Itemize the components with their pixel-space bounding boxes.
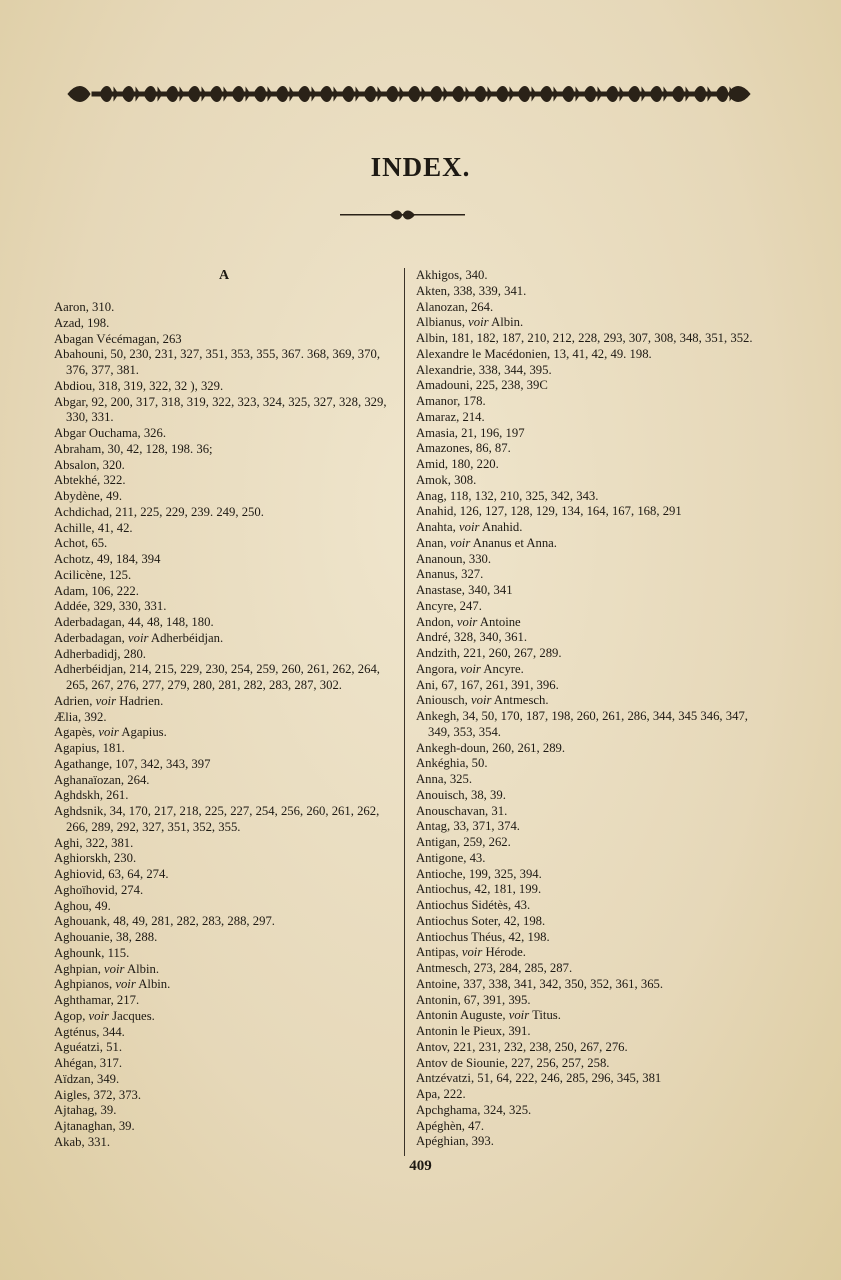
index-entry [416,315,758,331]
entry-text: Aniousch, [416,693,471,708]
index-entry [416,615,758,631]
index-entry [54,1103,399,1119]
entry-text: Antigan, 259, 262. [416,835,511,849]
index-entry [416,945,758,961]
entry-text: Andzith, 221, 260, 267, 289. [416,646,562,660]
entry-voir: voir [104,961,125,976]
index-entry [54,757,399,773]
entry-text: Anouisch, 38, 39. [416,787,506,802]
entry-text: Abraham, 30, 42, 128, 198. 36; [54,441,213,456]
index-entry [416,756,758,772]
entry-voir: voir [127,630,149,645]
entry-text: Ajtanaghan, 39. [54,1119,135,1133]
page-number: 409 [409,1158,432,1174]
entry-reference: Albin. [124,961,160,976]
index-entry [54,883,399,899]
entry-text: Aghounk, 115. [54,945,130,960]
index-entry [416,819,758,835]
entry-text: Agténus, 344. [54,1024,125,1039]
entry-text: Antipas, [416,945,462,960]
entry-text: Acilicène, 125. [54,567,132,582]
entry-text: Akab, 331. [54,1134,111,1149]
entry-text: Andon, [416,614,457,629]
index-entry [54,568,399,584]
entry-text: Ankegh, 34, 50, 170, 187, 198, 260, 261, 286, 344, 345 346, 347, 349, 353, 354. [416,709,748,739]
index-entry [416,1087,758,1103]
entry-text: Ajtahag, 39. [54,1103,117,1118]
entry-text: Anan, [416,535,450,550]
index-entry [416,772,758,788]
entry-text: Amaraz, 214. [416,409,485,424]
entry-voir: voir [461,945,483,960]
index-entry [54,615,399,631]
entry-text: Apchghama, 324, 325. [416,1102,532,1117]
entry-reference: Jacques. [109,1008,155,1023]
index-entry [416,394,758,410]
entry-text: Akhigos, 340. [416,268,488,282]
entry-text: Amanor, 178. [416,394,486,408]
index-entry [54,788,399,804]
ornamental-rule-icon [340,208,465,222]
page-title: INDEX. [370,152,471,182]
index-entry [54,442,399,458]
entry-text: Abagan Vécémagan, 263 [54,331,182,346]
index-entry [416,441,758,457]
entry-text: Aderbadagan, 44, 48, 148, 180. [54,615,214,629]
index-entry [54,1119,399,1135]
entry-reference: Hérode. [482,945,526,960]
index-entry [416,1008,758,1024]
index-entry [416,599,758,615]
entry-text: Ananoun, 330. [416,551,492,566]
entry-reference: Ancyre. [480,661,524,676]
index-entry [416,914,758,930]
entry-text: Aghdskh, 261. [54,788,129,803]
entry-reference: Albin. [488,315,524,330]
index-entry [416,898,758,914]
entry-voir: voir [460,661,481,676]
entry-reference: Antoine [477,614,521,629]
index-entry [54,332,399,348]
index-entry [416,867,758,883]
index-entry [54,300,399,316]
entry-text: Alexandre le Macédonien, 13, 41, 42, 49. 198. [416,346,652,361]
entry-text: Aghoïhovid, 274. [54,882,144,897]
index-entry [416,284,758,300]
entry-reference: Anahid. [479,520,523,534]
index-entry [416,1024,758,1040]
index-entry [54,489,399,505]
entry-text: Alanozan, 264. [416,299,494,314]
index-entry [54,977,399,993]
index-entry [416,504,758,520]
entry-voir: voir [456,614,478,629]
entry-voir: voir [468,315,489,330]
index-entry [54,836,399,852]
entry-text: Achdichad, 211, 225, 229, 239. 249, 250. [54,504,264,519]
index-entry [54,851,399,867]
index-entry [54,473,399,489]
index-entry [416,646,758,662]
entry-reference: Antmesch. [491,693,549,708]
index-entry [416,788,758,804]
index-entry [416,268,758,284]
entry-text: Amok, 308. [416,472,477,487]
entry-text: Antoine, 337, 338, 341, 342, 350, 352, 361, 365. [416,976,664,991]
column-divider [404,268,405,1156]
entry-text: Aigles, 372, 373. [54,1087,142,1102]
index-entry [416,851,758,867]
entry-text: Aghiovid, 63, 64, 274. [54,867,169,881]
index-entry [54,804,399,836]
entry-text: Achot, 65. [54,536,108,551]
entry-reference: Albin. [135,977,171,992]
entry-text: Aghanaïozan, 264. [54,772,150,787]
index-entry [416,410,758,426]
entry-text: Antov, 221, 231, 232, 238, 250, 267, 276. [416,1039,628,1054]
index-entry [54,395,399,427]
entry-text: Ananus, 327. [416,567,484,582]
entry-text: Achotz, 49, 184, 394 [54,552,161,566]
index-entry [54,458,399,474]
entry-text: Antmesch, 273, 284, 285, 287. [416,961,573,975]
index-entry [416,977,758,993]
index-entry [54,584,399,600]
entry-text: Aghou, 49. [54,898,111,913]
entry-text: Amazones, 86, 87. [416,441,511,456]
index-entry [54,536,399,552]
entry-text: Aghi, 322, 381. [54,835,134,850]
entry-text: Apéghian, 393. [416,1134,494,1149]
index-entry [54,1056,399,1072]
entry-text: Ancyre, 247. [416,598,482,613]
index-entry [416,457,758,473]
index-entry [416,536,758,552]
index-entry [416,1056,758,1072]
entry-voir: voir [98,725,119,740]
index-column-right [416,268,758,1150]
entry-text: Aghouank, 48, 49, 281, 282, 283, 288, 297. [54,914,275,929]
entry-text: Anastase, 340, 341 [416,583,513,597]
index-entry [416,1040,758,1056]
entry-text: Anahid, 126, 127, 128, 129, 134, 164, 167, 168, 291 [416,504,682,519]
entry-text: Aghpian, [54,961,105,976]
entry-text: Abgar Ouchama, 326. [54,426,167,440]
index-entry [416,1103,758,1119]
entry-text: Aghiorskh, 230. [54,851,137,866]
index-entry [54,867,399,883]
entry-text: Albianus, [416,315,469,330]
entry-text: Achille, 41, 42. [54,520,133,535]
index-entry [416,678,758,694]
entry-text: Antonin, 67, 391, 395. [416,992,531,1007]
index-entry [416,961,758,977]
index-entry [54,631,399,647]
index-entry [416,347,758,363]
index-entry [416,520,758,536]
index-entry [54,962,399,978]
entry-text: Ælia, 392. [54,709,107,724]
index-entry [54,316,399,332]
entry-text: Agathange, 107, 342, 343, 397 [54,756,211,771]
entry-text: Antonin Auguste, [416,1008,509,1023]
entry-text: Agop, [54,1008,89,1023]
entry-text: Abahouni, 50, 230, 231, 327, 351, 353, 355, 367. 368, 369, 370, 376, 377, 381. [54,347,380,377]
entry-text: Apa, 222. [416,1087,466,1101]
entry-text: Abydène, 49. [54,489,123,503]
index-entry [416,567,758,583]
entry-text: Abgar, 92, 200, 317, 318, 319, 322, 323, 324, 325, 327, 328, 329, 330, 331. [54,394,387,425]
entry-text: Aderbadagan, [54,630,128,645]
entry-text: Ani, 67, 167, 261, 391, 396. [416,677,559,692]
entry-text: Antioche, 199, 325, 394. [416,866,542,881]
index-entry [54,1040,399,1056]
entry-text: Aghouanie, 38, 288. [54,930,158,944]
entry-voir: voir [470,693,492,708]
index-entry [416,378,758,394]
entry-text: Azad, 198. [54,315,110,330]
index-entry [54,426,399,442]
entry-text: Addée, 329, 330, 331. [54,599,167,614]
entry-text: Antiochus Sidétès, 43. [416,898,531,912]
index-entry [54,1009,399,1025]
index-entry [54,914,399,930]
entry-text: Antiochus Théus, 42, 198. [416,929,550,944]
entry-text: Aïdzan, 349. [54,1071,120,1086]
entry-text: André, 328, 340, 361. [416,630,528,645]
index-entry [54,710,399,726]
entry-voir: voir [458,520,480,534]
index-entry [54,930,399,946]
entry-text: Aghdsnik, 34, 170, 217, 218, 225, 227, 254, 256, 260, 261, 262, 266, 289, 292, 327, 351, 352, 355. [54,804,380,834]
entry-reference: Adherbéidjan. [148,630,224,645]
index-entry [54,1025,399,1041]
index-entry [54,1072,399,1088]
entry-text: Amid, 180, 220. [416,457,499,471]
index-entry [54,694,399,710]
index-entry [416,583,758,599]
index-entry [54,647,399,663]
index-entry [416,993,758,1009]
index-column-left [54,300,399,1151]
section-letter: A [219,268,230,283]
entry-text: Anna, 325. [416,772,473,786]
entry-text: Adrien, [54,693,96,708]
index-entry [416,473,758,489]
entry-reference: Titus. [529,1008,561,1023]
entry-text: Aghpianos, [54,977,116,992]
entry-reference: Agapius. [118,725,167,740]
index-entry [54,379,399,395]
entry-text: Ankéghia, 50. [416,756,488,771]
index-entry [416,662,758,678]
index-entry [54,505,399,521]
index-entry [416,300,758,316]
entry-text: Antiochus, 42, 181, 199. [416,882,542,897]
index-entry [416,426,758,442]
entry-text: Apéghèn, 47. [416,1118,485,1133]
index-entry [54,741,399,757]
entry-text: Amadouni, 225, 238, 39C [416,378,548,393]
index-entry [54,993,399,1009]
index-entry [416,630,758,646]
index-entry [54,946,399,962]
index-entry [54,347,399,379]
entry-text: Alexandrie, 338, 344, 395. [416,362,552,377]
index-entry [416,709,758,741]
entry-text: Abtekhé, 322. [54,473,126,488]
index-entry [416,741,758,757]
index-entry [416,882,758,898]
entry-voir: voir [508,1008,530,1023]
entry-text: Ankegh-doun, 260, 261, 289. [416,740,566,755]
entry-text: Ahégan, 317. [54,1056,123,1070]
entry-text: Aguéatzi, 51. [54,1040,122,1055]
entry-text: Agapius, 181. [54,741,125,755]
index-entry [54,725,399,741]
entry-text: Absalon, 320. [54,457,125,472]
index-entry [416,930,758,946]
entry-voir: voir [115,977,136,992]
index-entry [416,552,758,568]
entry-text: Antonin le Pieux, 391. [416,1024,531,1038]
index-entry [54,599,399,615]
index-entry [416,693,758,709]
entry-text: Abdiou, 318, 319, 322, 32 ), 329. [54,378,224,393]
entry-text: Antag, 33, 371, 374. [416,819,520,834]
entry-voir: voir [88,1008,109,1023]
floral-border-icon [66,80,752,108]
entry-text: Antzévatzi, 51, 64, 222, 246, 285, 296, 345, 381 [416,1071,662,1086]
index-entry [416,331,758,347]
index-entry [54,1088,399,1104]
index-entry [416,835,758,851]
entry-text: Adherbéidjan, 214, 215, 229, 230, 254, 259, 260, 261, 262, 264, 265, 267, 276, 277, 279, 280, 281, 282, 283, 287, 302. [54,662,380,692]
index-entry [416,1134,758,1150]
entry-text: Adam, 106, 222. [54,583,139,598]
index-entry [416,1119,758,1135]
entry-voir: voir [95,693,117,708]
entry-reference: Ananus et Anna. [470,535,557,550]
entry-text: Amasia, 21, 196, 197 [416,425,525,440]
entry-text: Adherbadidj, 280. [54,646,146,661]
entry-text: Anahta, [416,520,459,534]
entry-text: Antigone, 43. [416,850,486,865]
entry-text: Angora, [416,661,461,676]
index-entry [54,1135,399,1151]
index-entry [54,773,399,789]
index-entry [416,1071,758,1087]
index-entry [54,552,399,568]
entry-text: Aaron, 310. [54,300,115,314]
index-entry [54,521,399,537]
entry-text: Albin, 181, 182, 187, 210, 212, 228, 293, 307, 308, 348, 351, 352. [416,331,753,345]
entry-text: Anag, 118, 132, 210, 325, 342, 343. [416,488,599,503]
entry-reference: Hadrien. [116,693,164,708]
entry-text: Aghthamar, 217. [54,993,140,1007]
index-entry [416,363,758,379]
index-entry [54,662,399,694]
entry-text: Antov de Siounie, 227, 256, 257, 258. [416,1055,610,1070]
index-entry [416,489,758,505]
entry-text: Akten, 338, 339, 341. [416,283,527,298]
entry-voir: voir [449,535,471,550]
index-entry [416,804,758,820]
index-entry [54,899,399,915]
entry-text: Agapès, [54,725,99,740]
entry-text: Anouschavan, 31. [416,803,508,818]
entry-text: Antiochus Soter, 42, 198. [416,913,546,928]
